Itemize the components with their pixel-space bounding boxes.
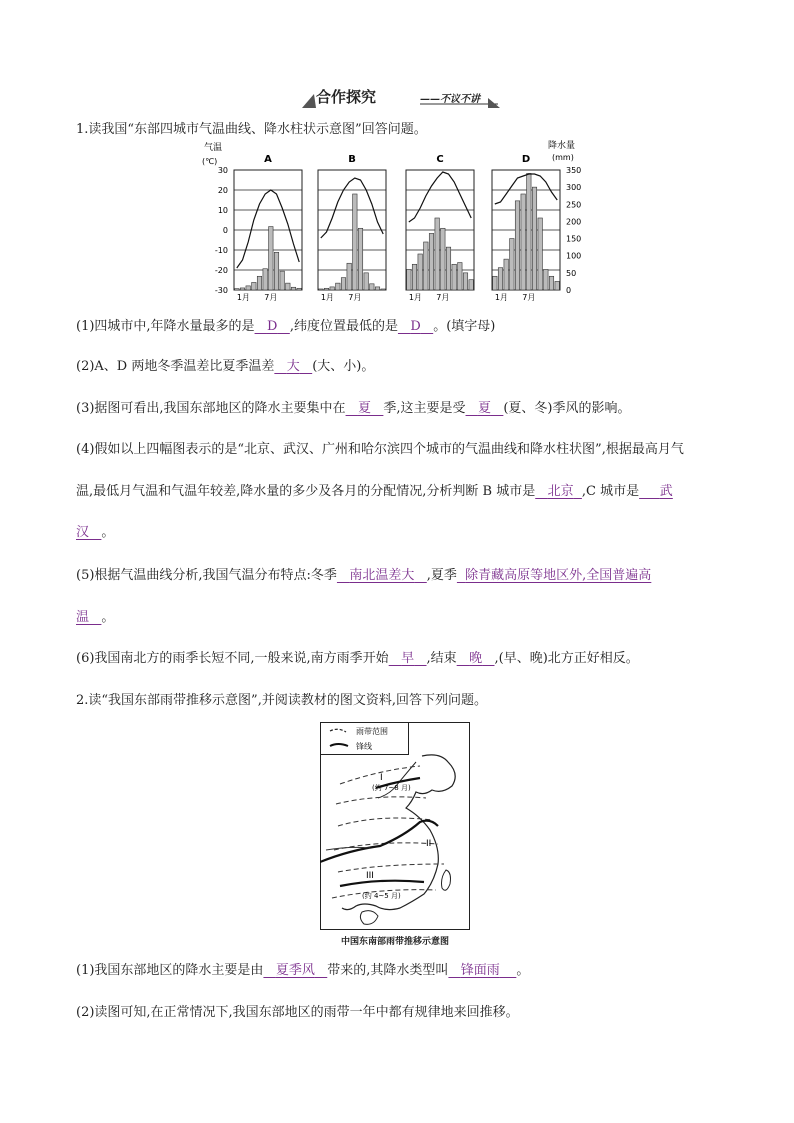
precip-bar-C (469, 280, 473, 290)
precip-bar-B (370, 284, 374, 290)
month-label: 7月 (348, 293, 362, 302)
q1-2-text-b: (大、小)。 (312, 359, 375, 374)
q2-sub2: (2)读图可知,在正常情况下,我国东部地区的雨带一年中都有规律地来回推移。 (76, 1005, 519, 1020)
temp-tick-label: 10 (217, 206, 228, 215)
month-label: 1月 (320, 293, 334, 302)
answer-q1-1b: D (410, 319, 421, 334)
month-label: 7月 (264, 293, 278, 302)
left-axis-unit: (℃) (202, 157, 218, 166)
precip-bar-D (510, 239, 514, 290)
q1-sub2 (76, 358, 374, 376)
precip-bar-A (257, 276, 261, 290)
q1-sub5-line1 (76, 567, 651, 585)
q2-sub1 (76, 962, 529, 980)
zone-label-2: II (426, 839, 432, 849)
precip-bar-D (498, 268, 502, 290)
q1-5-text-c: 。 (101, 610, 115, 625)
precip-bar-A (235, 289, 239, 290)
answer-q1-3a: 夏 (357, 401, 371, 416)
zone-label-1-time: (约 7~8 月) (372, 784, 411, 792)
answer-q1-6a: 早 (401, 651, 415, 666)
precip-bar-C (446, 247, 450, 290)
precip-tick-label: 200 (566, 217, 582, 227)
precip-tick-label: 50 (566, 268, 577, 278)
precip-bar-B (381, 289, 385, 290)
precip-bar-C (429, 233, 433, 290)
q1-1-text-c: 。(填字母) (433, 319, 496, 334)
precip-bar-A (274, 252, 278, 290)
q1-3-text-c: (夏、冬)季风的影响。 (503, 401, 631, 416)
precip-bar-D (515, 201, 519, 290)
legend-rain-label: 雨带范围 (356, 727, 388, 736)
precip-bar-B (375, 287, 379, 290)
panel-label-B: B (348, 154, 356, 165)
precip-tick-label: 0 (566, 286, 572, 295)
month-label: 7月 (522, 293, 536, 302)
zone-label-3-time: (约 4~5 月) (362, 892, 401, 900)
precip-bar-B (358, 228, 362, 290)
precip-tick-label: 300 (566, 183, 582, 193)
precip-bar-D (532, 187, 536, 290)
q1-intro: 1.读我国“东部四城市气温曲线、降水柱状示意图”回答问题。 (76, 122, 427, 137)
q2-1-text-b: 带来的,其降水类型叫 (327, 963, 449, 978)
precip-bar-D (555, 281, 559, 290)
precip-bar-D (549, 276, 553, 290)
answer-q1-4b-part2: 汉 (76, 525, 90, 540)
rainbelt-map (320, 722, 470, 932)
answer-q1-3b: 夏 (477, 401, 491, 416)
precip-bar-D (504, 259, 508, 290)
panel-label-C: C (436, 154, 444, 165)
precip-bar-A (246, 286, 250, 290)
temp-tick-label: 30 (217, 166, 228, 175)
precip-bar-B (330, 287, 334, 290)
header-subtitle: ——不议不讲 (420, 94, 480, 105)
precip-bar-D (521, 194, 525, 290)
left-axis-title: 气温 (204, 143, 223, 153)
q1-3-text-b: 季,这主要是受 (383, 401, 466, 416)
precip-tick-label: 150 (566, 234, 582, 244)
precip-bar-D (544, 269, 548, 290)
precip-bar-D (527, 173, 531, 290)
right-axis-unit: (mm) (552, 153, 574, 162)
answer-q1-5b-part2: 温 (76, 610, 90, 625)
q1-sub3 (76, 400, 631, 418)
map-caption: 中国东南部雨带推移示意图 (340, 937, 449, 947)
answer-q1-2: 大 (286, 359, 300, 374)
precip-bar-A (286, 283, 290, 290)
answer-q1-4a: 北京 (547, 484, 574, 499)
q2-1-text-c: 。 (516, 963, 530, 978)
answer-q1-5b-part1: 除青藏高原等地区外,全国普遍高 (465, 568, 652, 583)
q1-sub5-line2 (76, 609, 114, 627)
precip-bar-A (269, 227, 273, 290)
q2-intro: 2.读“我国东部雨带推移示意图”,并阅读教材的图文资料,回答下列问题。 (76, 693, 487, 708)
zone-label-1: I (380, 773, 383, 783)
precip-bar-C (418, 254, 422, 290)
precip-bar-B (353, 194, 357, 290)
panel-label-A: A (264, 154, 272, 165)
month-label: 1月 (494, 293, 508, 302)
zone-label-3: III (366, 871, 374, 881)
precip-tick-label: 100 (566, 251, 582, 261)
precip-bar-B (341, 278, 345, 290)
precip-bar-B (336, 283, 340, 290)
precip-bar-A (297, 288, 301, 290)
temp-tick-label: -10 (214, 246, 228, 255)
month-label: 7月 (436, 293, 450, 302)
climate-charts (196, 138, 596, 308)
precip-bar-C (407, 269, 411, 290)
q1-4-text-c: ,C 城市是 (581, 484, 640, 499)
precip-bar-D (538, 218, 542, 290)
q1-sub4-line1: (4)假如以上四幅图表示的是“北京、武汉、广州和哈尔滨四个城市的气温曲线和降水柱状图”,根据最高月气 (76, 442, 684, 457)
precip-bar-C (441, 228, 445, 290)
precip-bar-B (324, 288, 328, 290)
precip-bar-A (291, 287, 295, 290)
precip-bar-B (347, 263, 351, 290)
q1-6-text-b: ,结束 (426, 651, 457, 666)
q1-sub4-line2 (76, 483, 673, 501)
section-header (302, 86, 502, 112)
answer-q2-1a: 夏季风 (275, 963, 315, 978)
precip-bar-B (319, 289, 323, 290)
month-label: 1月 (408, 293, 422, 302)
temp-tick-label: 0 (222, 226, 228, 235)
precip-bar-A (240, 288, 244, 290)
precip-bar-C (463, 273, 467, 290)
precip-tick-label: 350 (566, 166, 582, 175)
precip-bar-A (280, 271, 284, 290)
q1-4-text-d: 。 (101, 525, 115, 540)
legend-front-label: 锋线 (356, 742, 372, 751)
precip-bar-C (458, 263, 462, 290)
q1-sub1 (76, 318, 495, 336)
q1-sub6 (76, 650, 639, 668)
q1-5-text-a: (5)根据气温曲线分析,我国气温分布特点:冬季 (76, 568, 337, 583)
precip-bar-C (424, 242, 428, 290)
q1-6-text-c: ,(早、晚)北方正好相反。 (494, 651, 639, 666)
q1-2-text-a: (2)A、D 两地冬季温差比夏季温差 (76, 359, 275, 374)
temp-tick-label: 20 (217, 186, 228, 195)
answer-q1-5a: 南北温差大 (349, 568, 415, 583)
q1-5-text-b: ,夏季 (426, 568, 457, 583)
precip-tick-label: 250 (566, 200, 582, 210)
panel-label-D: D (521, 154, 531, 165)
answer-q1-4b-part1: 武 (659, 484, 673, 499)
precip-bar-A (252, 282, 256, 290)
q1-1-text-a: (1)四城市中,年降水量最多的是 (76, 319, 255, 334)
temp-tick-label: -20 (214, 266, 228, 275)
q1-1-text-b: ,纬度位置最低的是 (289, 319, 398, 334)
precip-bar-D (493, 276, 497, 290)
header-title: 合作探究 (316, 88, 377, 106)
q2-1-text-a: (1)我国东部地区的降水主要是由 (76, 963, 264, 978)
q1-sub4-line3 (76, 524, 114, 542)
q1-4-text-b: 温,最低月气温和气温年较差,降水量的多少及各月的分配情况,分析判断 B 城市是 (76, 484, 536, 499)
answer-q2-1b: 锋面雨 (460, 963, 500, 978)
right-axis-title: 降水量 (548, 141, 576, 151)
precip-bar-C (412, 264, 416, 290)
precip-bar-C (452, 264, 456, 290)
precip-bar-B (364, 273, 368, 290)
month-label: 1月 (236, 293, 250, 302)
precip-bar-C (435, 218, 439, 290)
q1-3-text-a: (3)据图可看出,我国东部地区的降水主要集中在 (76, 401, 346, 416)
answer-q1-1a: D (266, 319, 278, 334)
precip-bar-A (263, 269, 267, 290)
answer-q1-6b: 晚 (469, 651, 483, 666)
temp-tick-label: -30 (214, 286, 228, 295)
q1-6-text-a: (6)我国南北方的雨季长短不同,一般来说,南方雨季开始 (76, 651, 389, 666)
